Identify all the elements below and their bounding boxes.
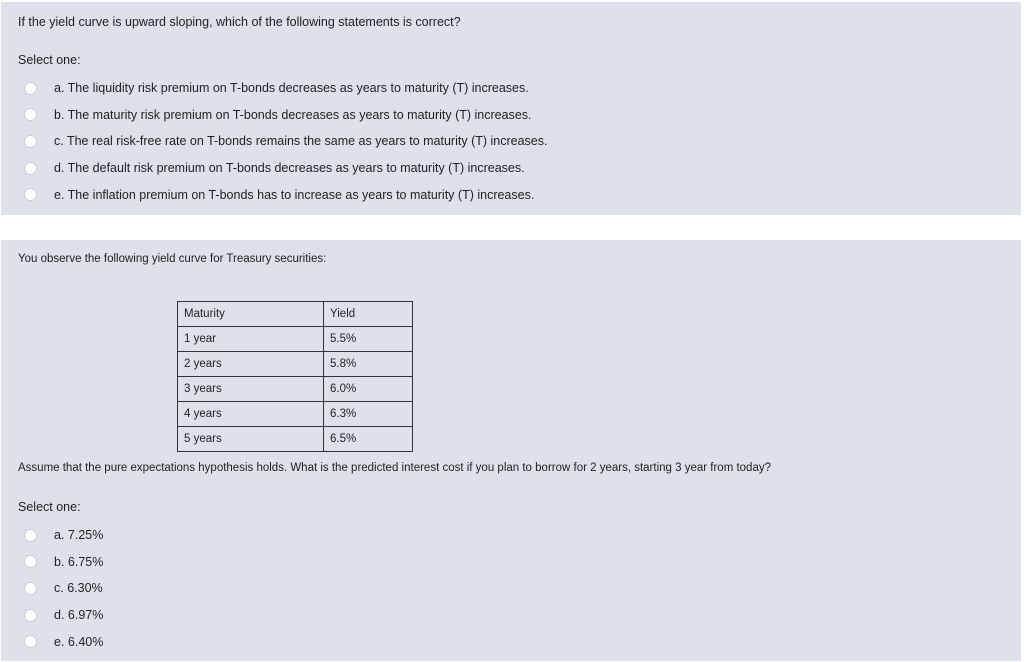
option-label[interactable]: c. The real risk-free rate on T-bonds remains the same as years to maturity (T) increases. (54, 134, 548, 149)
table-row (178, 377, 413, 402)
table-header-row (178, 302, 413, 327)
option-label[interactable]: d. The default risk premium on T-bonds decreases as years to maturity (T) increases. (54, 161, 525, 176)
question-1-panel (1, 2, 1021, 215)
table-cell: 4 years (178, 402, 324, 427)
column-header-yield: Yield (324, 302, 413, 327)
table-cell: 2 years (178, 352, 324, 377)
radio-button[interactable] (24, 162, 37, 175)
table-cell: 5 years (178, 427, 324, 452)
table-cell: 6.3% (324, 402, 413, 427)
yield-curve-table (177, 301, 413, 452)
table-cell: 1 year (178, 327, 324, 352)
radio-button[interactable] (24, 82, 37, 95)
option-label[interactable]: d. 6.97% (54, 608, 104, 623)
option-label[interactable]: e. The inflation premium on T-bonds has to increase as years to maturity (T) increases. (54, 187, 535, 202)
radio-button[interactable] (24, 529, 37, 542)
column-header-maturity: Maturity (178, 302, 324, 327)
radio-button[interactable] (24, 188, 37, 201)
question-2-select-label: Select one: (18, 500, 81, 514)
table-cell: 6.5% (324, 427, 413, 452)
table-row (178, 352, 413, 377)
table-row (178, 327, 413, 352)
radio-button[interactable] (24, 582, 37, 595)
option-label[interactable]: b. 6.75% (54, 554, 104, 569)
question-2-intro: You observe the following yield curve for Treasury securities: (18, 253, 327, 265)
question-2-text: Assume that the pure expectations hypothesis holds. What is the predicted interest cost if you plan to borrow for 2 years, starting 3 year from today? (18, 462, 771, 474)
option-label[interactable]: e. 6.40% (54, 634, 104, 649)
option-label[interactable]: b. The maturity risk premium on T-bonds decreases as years to maturity (T) increases. (54, 107, 532, 122)
option-label[interactable]: a. 7.25% (54, 528, 104, 543)
table-cell: 6.0% (324, 377, 413, 402)
table-cell: 5.8% (324, 352, 413, 377)
option-label[interactable]: c. 6.30% (54, 581, 103, 596)
radio-button[interactable] (24, 108, 37, 121)
table-cell: 5.5% (324, 327, 413, 352)
table-row (178, 402, 413, 427)
option-label[interactable]: a. The liquidity risk premium on T-bonds decreases as years to maturity (T) increases. (54, 81, 529, 96)
question-1-text: If the yield curve is upward sloping, which of the following statements is correct? (18, 15, 461, 29)
question-2-panel (1, 240, 1021, 661)
table-cell: 3 years (178, 377, 324, 402)
radio-button[interactable] (24, 555, 37, 568)
radio-button[interactable] (24, 135, 37, 148)
radio-button[interactable] (24, 609, 37, 622)
radio-button[interactable] (24, 635, 37, 648)
question-1-select-label: Select one: (18, 53, 81, 67)
table-row (178, 427, 413, 452)
